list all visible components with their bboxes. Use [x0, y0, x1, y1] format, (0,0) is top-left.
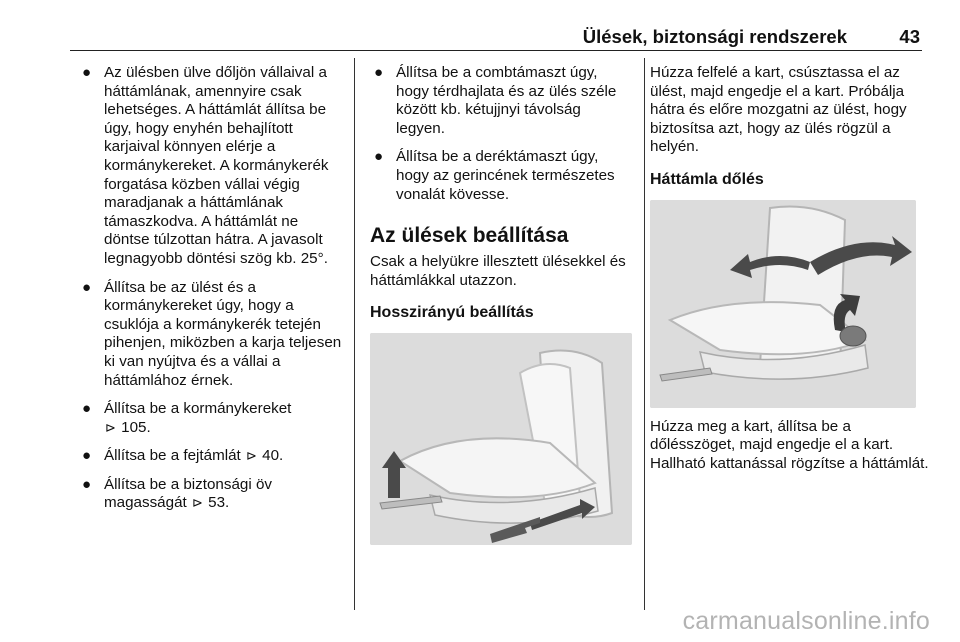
list-item	[78, 476, 342, 513]
reference-arrow-icon: ⊳	[191, 495, 203, 511]
subsection-title-backrest: Háttámla dőlés	[650, 170, 764, 188]
list-item-text: Állítsa be a deréktámaszt úgy, hogy az gerincének természetes vonalát kövesse.	[396, 148, 615, 203]
watermark: carmanualsonline.info	[682, 607, 930, 635]
column-3	[650, 64, 930, 483]
list-item	[370, 64, 633, 138]
list-item-text: Állítsa be a kormánykereket	[104, 400, 292, 418]
subsection-title-longitudinal: Hosszirányú beállítás	[370, 304, 534, 322]
reference-page-link[interactable]: 53.	[208, 494, 230, 512]
bullet-list-1	[78, 64, 342, 513]
column-2	[370, 64, 633, 545]
seat-longitudinal-adjustment-illustration	[370, 333, 632, 545]
reference-arrow-icon: ⊳	[246, 448, 257, 464]
bullet-icon: ●	[82, 400, 92, 418]
bullet-icon: ●	[374, 64, 384, 81]
reference-arrow-icon: ⊳	[105, 419, 116, 435]
backrest-tilt-illustration	[650, 200, 916, 408]
column-divider-1	[354, 58, 355, 610]
intro-text: Húzza felfelé a kart, csúsztassa el az ülést, majd engedje el a kart. Próbálja hátra és előre mozgatni az ülést, hogy biztosítsa azt, hogy az ülés rögzül a helyén.	[650, 64, 907, 156]
bullet-icon: ●	[374, 148, 384, 166]
column-1	[78, 64, 342, 523]
list-item	[78, 447, 342, 466]
section-title: Az ülések beállítása	[370, 224, 569, 248]
list-item-text: Az ülésben ülve dőljön vállaival a háttámlának, amennyire csak lehetséges. A háttámlát állítsa be úgy, hogy enyhén behajlított karjaival könnyen elérje a kormánykereket. A kormánykerék forgatása közben vállai végig maradjanak a háttámlának támaszkodva. A háttámlát ne döntse túlzottan hátra. A javasolt legnagyobb döntési szög kb. 25°.	[104, 64, 329, 267]
page-number: 43	[899, 26, 920, 47]
bullet-icon: ●	[82, 278, 92, 296]
reference-page-link[interactable]: 40.	[262, 447, 284, 465]
bullet-icon: ●	[82, 475, 92, 493]
bullet-list-2	[370, 64, 633, 204]
reference-page-link[interactable]: 105.	[121, 418, 151, 436]
after-text: Húzza meg a kart, állítsa be a dőlésszöget, majd engedje el a kart. Hallható kattanással rögzítse a háttámlát.	[650, 417, 929, 472]
header-title: Ülések, biztonsági rendszerek	[582, 26, 847, 47]
page-header	[70, 22, 922, 51]
column-divider-2	[644, 58, 645, 610]
list-item-text: Állítsa be az ülést és a kormánykereket úgy, hogy a csuklója a kormánykerék tetején pihenjen, miközben a karja teljesen ki van nyújtva és a vállai a háttámlához érnek.	[104, 278, 342, 389]
list-item	[78, 400, 342, 437]
list-item-text: Állítsa be a combtámaszt úgy, hogy térdhajlata és az ülés széle között kb. kétujjnyi távolság legyen.	[396, 64, 617, 137]
bullet-icon: ●	[82, 64, 92, 81]
list-item-text: Állítsa be a fejtámlát	[104, 447, 241, 465]
bullet-icon: ●	[82, 447, 92, 465]
section-text: Csak a helyükre illesztett ülésekkel és háttámlákkal utazzon.	[370, 253, 626, 289]
list-item-text: Állítsa be a biztonsági öv magasságát	[104, 475, 273, 512]
list-item	[78, 64, 342, 269]
list-item	[78, 279, 342, 391]
list-item	[370, 148, 633, 204]
